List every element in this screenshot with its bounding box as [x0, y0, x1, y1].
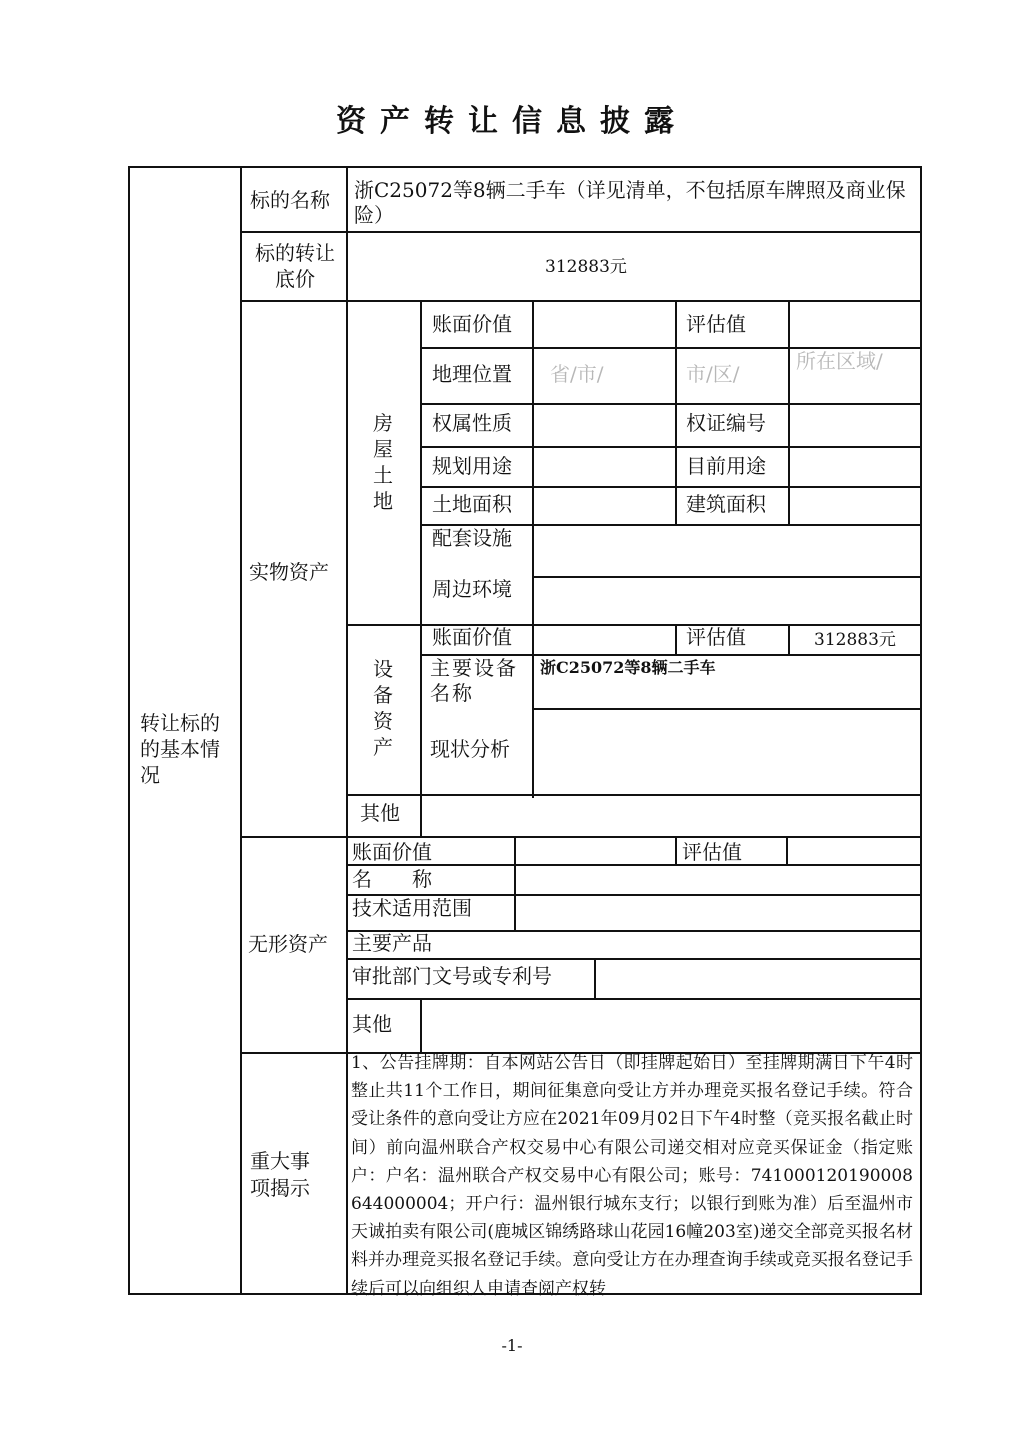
intangible-assets-label: 无形资产	[248, 932, 328, 956]
page-number: -1-	[501, 1336, 523, 1355]
rule	[788, 624, 790, 654]
rule	[240, 836, 922, 838]
ia-book-value-label: 账面价值	[352, 840, 432, 864]
rule	[420, 998, 422, 1052]
rule	[346, 864, 922, 866]
subject-name-label: 标的名称	[250, 188, 330, 212]
major-matters-label: 重大事项揭示	[250, 1149, 310, 1200]
rule	[346, 794, 922, 796]
rule	[514, 836, 516, 930]
location-province-hint: 省/市/	[550, 362, 604, 386]
land-area-label: 土地面积	[432, 492, 512, 516]
rule	[420, 403, 922, 405]
re-assessed-value-label: 评估值	[686, 312, 746, 336]
building-area-label: 建筑面积	[686, 492, 766, 516]
rule	[420, 300, 422, 794]
status-analysis-label: 现状分析	[430, 737, 510, 761]
location-city-hint: 市/区/	[686, 362, 740, 386]
major-matters-text: 1、公告挂牌期：自本网站公告日（即挂牌起始日）至挂牌期满日下午4时整止共11个工作日，期间征集意向受让方并办理竞买报名登记手续。符合受让条件的意向受让方应在2021年09月02日下午4时整（竞买报名截止时间）前向温州联合产权交易中心有限公司递交相对应竞买保证金（指定账户：户名：温州联合产权交易中心有限公司；账号：741000120190008644000004；开户行：温州银行城东支行；以银行到账为准）后至温州市天诚拍卖有限公司(鹿城区锦绣路球山花园16幢203室)递交全部竞买报名材料并办理竞买报名登记手续。意向受让方在办理查询手续或竞买报名登记手续后可以向组织人申请查阅产权转	[351, 1053, 913, 1299]
rule	[532, 576, 922, 578]
certificate-no-label: 权证编号	[686, 411, 766, 435]
reserve-price-value: 312883元	[545, 257, 627, 277]
subject-name-value: 浙C25072等8辆二手车（详见清单，不包括原车牌照及商业保险）	[354, 178, 906, 227]
main-equipment-label: 主要设备名称	[430, 656, 518, 705]
ia-assessed-value-label: 评估值	[682, 840, 742, 864]
eq-book-value-label: 账面价值	[432, 625, 512, 649]
surroundings-label: 周边环境	[432, 577, 512, 601]
eq-assessed-value-amount: 312883元	[814, 630, 896, 650]
ownership-label: 权属性质	[432, 411, 512, 435]
approval-no-label: 审批部门文号或专利号	[352, 964, 552, 988]
rule	[346, 168, 348, 1295]
main-equipment-value: 浙C25072等8辆二手车	[540, 658, 716, 677]
rule	[346, 998, 922, 1000]
rule	[240, 231, 922, 233]
rule	[420, 486, 922, 488]
equipment-label: 设备资产	[373, 657, 393, 759]
rule	[594, 958, 596, 998]
current-use-label: 目前用途	[686, 454, 766, 478]
section-basic-info-label: 转让标的的基本情况	[140, 711, 220, 787]
rule	[788, 300, 790, 524]
rule	[675, 300, 677, 524]
physical-assets-label: 实物资产	[249, 560, 329, 584]
rule	[346, 930, 922, 932]
tech-scope-label: 技术适用范围	[352, 896, 472, 920]
rule	[532, 708, 922, 710]
rule	[346, 958, 922, 960]
rule	[675, 624, 677, 654]
main-products-label: 主要产品	[352, 931, 432, 955]
rule	[240, 300, 922, 302]
facilities-label: 配套设施	[432, 526, 512, 550]
location-area-hint: 所在区域/	[796, 349, 883, 373]
planned-use-label: 规划用途	[432, 454, 512, 478]
reserve-price-label: 标的转让底价	[255, 241, 335, 291]
rule	[420, 446, 922, 448]
physical-other-label: 其他	[360, 801, 400, 825]
eq-assessed-value-label: 评估值	[686, 625, 746, 649]
page-title: 资产转让信息披露	[336, 104, 688, 139]
rule	[675, 836, 677, 864]
rule	[532, 300, 534, 798]
location-label: 地理位置	[432, 362, 512, 386]
rule	[240, 168, 242, 1295]
rule	[786, 836, 788, 864]
rule	[420, 794, 422, 836]
re-book-value-label: 账面价值	[432, 312, 512, 336]
real-estate-label: 房屋土地	[373, 411, 393, 513]
ia-name-label: 名 称	[352, 867, 432, 891]
ia-other-label: 其他	[352, 1012, 392, 1036]
